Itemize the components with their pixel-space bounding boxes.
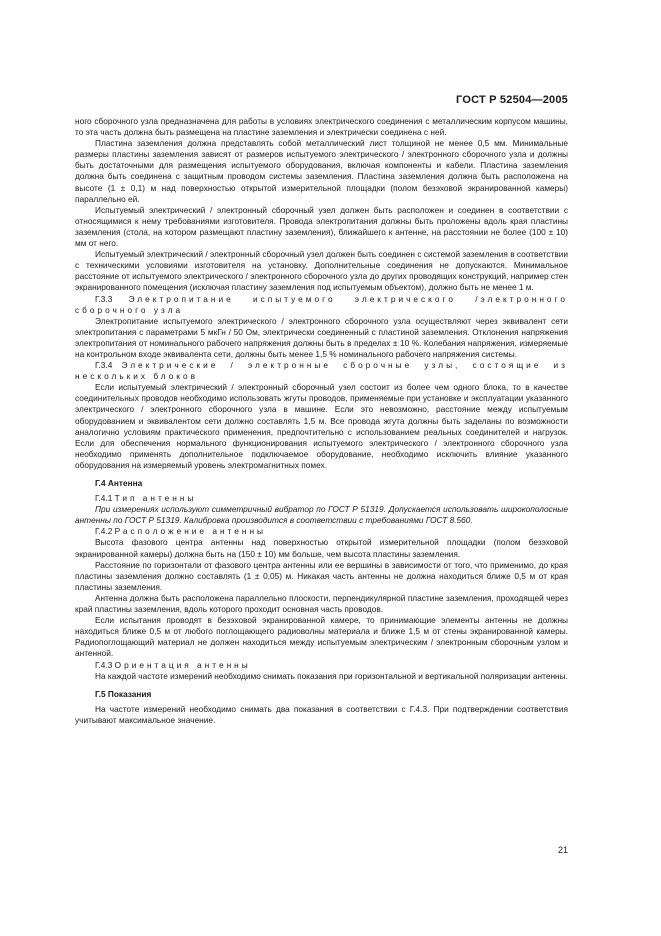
subsection-title: Расположение антенны bbox=[114, 526, 266, 537]
subsection-heading-g42 bbox=[75, 526, 568, 537]
paragraph: Испытуемый электрический / электронный сборочный узел должен быть расположен и соединен в соответствии с относящимися к нему требованиями изготовителя. Провода электропитания должны быть проложены вдоль края пластины заземления (стола, на котором размещают пластину заземления), ближайшего к антенне, на расстоянии не более (100 ± 10) мм от него. bbox=[75, 204, 568, 249]
section-heading-g4: Г.4 Антенна bbox=[95, 478, 143, 488]
subsection-title: Тип антенны bbox=[114, 493, 197, 504]
subsection-heading-g41 bbox=[75, 493, 568, 504]
paragraph: Антенна должна быть расположена параллельно плоскости, перпендикулярной пластине заземления, проходящей через край пластины заземления, вдоль которого проходит основная часть проводов. bbox=[75, 592, 568, 615]
paragraph: На частоте измерений необходимо снимать два показания в соответствии с Г.4.3. При подтверждении соответствия учитывают максимальное значение. bbox=[75, 703, 568, 725]
page-number: 21 bbox=[557, 845, 568, 855]
paragraph: Испытуемый электрический / электронный сборочный узел должен быть соединен с системой заземления в соответствии с техническими условиями изготовителя на установку. Дополнительные соединения не допускаются. Минимальное расстояние от испытуемого электрического / электронного сборочного узла до других проводящих конструкций, например стен экранированного помещения (исключая пластину заземления под испытуемым объектом), должно быть не менее 1 м. bbox=[75, 249, 568, 293]
paragraph: Высота фазового центра антенны над поверхностью открытой измерительной площадки (полом безэховой экранированной камеры) должна быть на (150 ± 10) мм больше, чем высота пластины заземления. bbox=[75, 537, 568, 559]
paragraph: Если испытуемый электрический / электронный сборочный узел состоит из более чем одного блока, то в качестве соединительных проводов необходимо использовать жгуты проводов, применяемые при установке и эксплуатации указанного электрического / электронного сборочного узла в машине. Если это невозможно, расстояние между испытуемым оборудованием и эквивалентом сети должно составлять 1,5 м. Все провода жгута должны быть заделаны по возможности аналогично условиям практического применения, предпочтительно с использованием реальных соединителей и нагрузок. Если для обеспечения нормального функционирования испытуемого электрического / электронного сборочного узла необходимо применять дополнительное подключаемое оборудование, необходимо исключить влияние указанного оборудования на измеряемый уровень электромагнитных помех. bbox=[75, 382, 568, 470]
paragraph: Электропитание испытуемого электрического / электронного сборочного узла осуществляют через эквивалент сети электропитания с параметрами 5 мкГн / 50 Ом, электрически соединенный с пластиной заземления. Отклонения напряжения электропитания от номинального рабочего напряжения должны быть в пределах ± 10 %. Колебания напряжения, измеряемые на контрольном входе эквивалента сети, должны быть менее 1,5 % номинального рабочего напряжения системы. bbox=[75, 315, 568, 359]
document-body bbox=[75, 116, 568, 726]
subsection-number: Г.4.2 bbox=[95, 526, 113, 537]
subsection-number: Г.3.3 bbox=[95, 293, 113, 304]
subsection-heading-g43 bbox=[75, 660, 568, 671]
subsection-number: Г.4.1 bbox=[95, 493, 113, 504]
section-heading-g5: Г.5 Показания bbox=[95, 688, 152, 699]
subsection-number: Г.4.3 bbox=[95, 659, 113, 670]
subsection-title: Ориентация антенны bbox=[114, 659, 251, 670]
paragraph: При измерениях используют симметричный вибратор по ГОСТ Р 51319. Допускается использовать широкополосные антенны по ГОСТ Р 51319. Калибровка производится в соответствии с требованиями ГОСТ 8.560. bbox=[75, 504, 568, 526]
subsection-title: Электрические / электронные сборочные узлы, состоящие из нескольких блоков bbox=[75, 360, 568, 382]
paragraph: Расстояние по горизонтали от фазового центра антенны или ее вершины в зависимости от того, что применимо, до края пластины заземления должно составлять (1 ± 0,05) м. Никакая часть антенны не должна находиться ближе 0,5 м от края пластины заземления. bbox=[75, 559, 568, 592]
paragraph: Если испытания проводят в безэховой экранированной камере, то принимающие элементы антенны не должны находиться ближе 0,5 м от любого поглощающего радиоволны материала и ближе 1,5 м от стены экранированной камеры. Радиопоглощающий материал не должен находиться между испытуемым электрическим / электронным сборочным узлом и антенной. bbox=[75, 615, 568, 659]
subsection-heading-g33 bbox=[75, 294, 568, 316]
paragraph: На каждой частоте измерений необходимо снимать показания при горизонтальной и вертикальной поляризации антенны. bbox=[95, 670, 568, 681]
subsection-title: Электропитание испытуемого электрического /электронного сборочного узла bbox=[75, 293, 568, 315]
subsection-number: Г.3.4 bbox=[95, 360, 113, 371]
paragraph: ного сборочного узла предназначена для работы в условиях электрического соединения с металлическим корпусом машины, то эта часть должна быть размещена на пластине заземления и электрически соединена с ней. bbox=[75, 116, 568, 138]
paragraph: Пластина заземления должна представлять собой металлический лист толщиной не менее 0,5 мм. Минимальные размеры пластины заземления зависят от размеров испытуемого электрического / электронного сборочного узла и должны быть достаточными для размещения испытуемого оборудования, включая компоненты и кабели. Пластина заземления должна быть соединена с защитным проводом системы заземления. Пластина заземления должна быть расположена на высоте (1 ± 0,1) м над поверхностью открытой измерительной площадки (полом безэховой экранированной камеры) параллельно ей. bbox=[75, 138, 568, 204]
document-header: ГОСТ Р 52504—2005 bbox=[456, 94, 568, 106]
subsection-heading-g34 bbox=[75, 360, 568, 382]
